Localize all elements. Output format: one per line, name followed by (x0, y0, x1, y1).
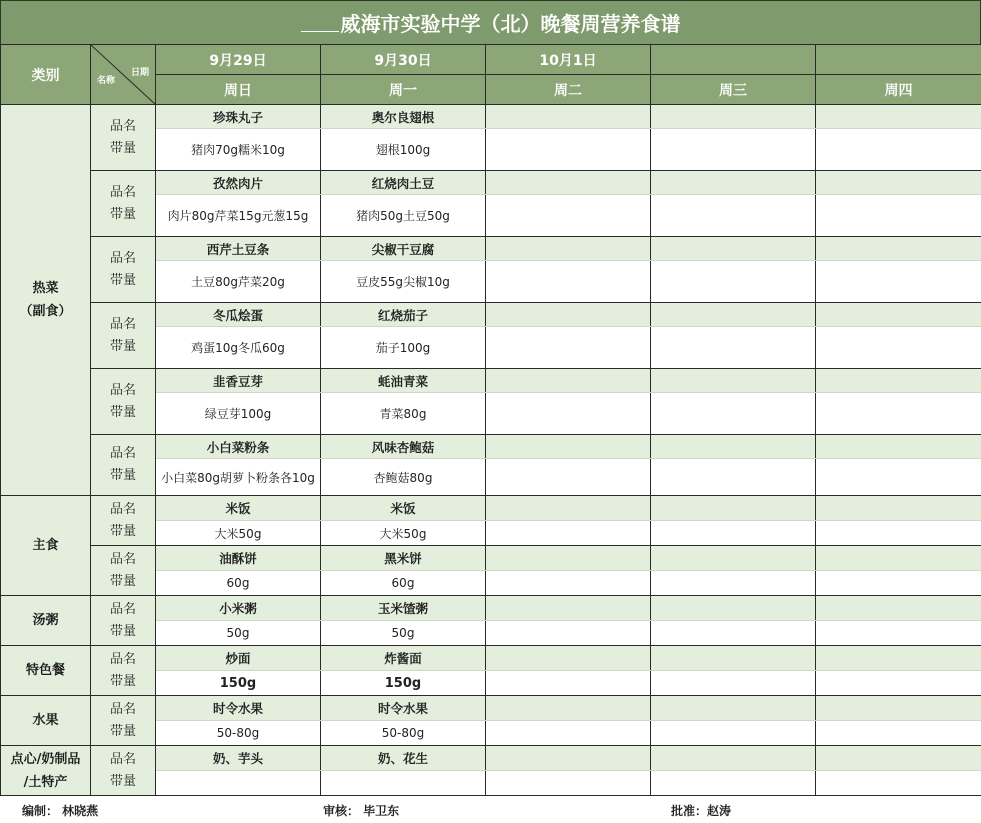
title-underline (301, 13, 339, 32)
category-special: 特色餐 (1, 646, 91, 696)
amount-label: 带量 (109, 468, 136, 483)
dish-amount (651, 621, 816, 646)
dish-name: 奶、花生 (321, 746, 486, 771)
title-text: 威海市实验中学（北）晚餐周营养食谱 (340, 12, 681, 36)
weekday-header: 周三 (651, 75, 816, 105)
dish-amount: 杏鲍菇80g (321, 459, 486, 496)
dish-amount (651, 261, 816, 303)
dish-name: 油酥饼 (156, 546, 321, 571)
amount-label: 带量 (109, 623, 136, 639)
dish-name (816, 496, 981, 521)
dish-amount: 50g (321, 621, 486, 646)
dish-amount (816, 621, 981, 646)
dish-name (816, 646, 981, 671)
name-label: 品名 (109, 651, 136, 667)
name-label: 品名 (109, 316, 136, 332)
dish-name: 红烧肉土豆 (321, 171, 486, 195)
dish-name (486, 105, 651, 129)
dish-amount (651, 129, 816, 171)
dish-name (651, 171, 816, 195)
dish-name (651, 546, 816, 571)
table-row (1, 696, 981, 721)
dish-name (816, 546, 981, 571)
dish-name (816, 369, 981, 393)
dish-name (816, 435, 981, 459)
dish-amount: 大米50g (156, 521, 321, 546)
name-amount-label (91, 303, 156, 369)
table-row (1, 596, 981, 621)
dish-amount: 50g (156, 621, 321, 646)
dish-name: 蚝油青菜 (321, 369, 486, 393)
dish-amount: 150g (321, 671, 486, 696)
dish-amount (651, 771, 816, 796)
dish-amount (651, 327, 816, 369)
dish-amount (486, 261, 651, 303)
name-amount-label (91, 696, 156, 746)
dish-name (486, 435, 651, 459)
table-row (1, 435, 981, 459)
dish-name (486, 496, 651, 521)
category-fruit: 水果 (1, 696, 91, 746)
dish-name (651, 435, 816, 459)
table-row (1, 171, 981, 195)
dish-name (651, 303, 816, 327)
dish-amount (486, 671, 651, 696)
dish-amount (486, 129, 651, 171)
dish-amount (651, 393, 816, 435)
dish-amount (816, 771, 981, 796)
dish-name: 冬瓜烩蛋 (156, 303, 321, 327)
date-header: 9月29日 (156, 45, 321, 75)
date-header: 10月1日 (486, 45, 651, 75)
dish-name: 时令水果 (156, 696, 321, 721)
date-header: 9月30日 (321, 45, 486, 75)
diag-name-label: 名称 (97, 76, 116, 86)
approver-text: 批准：赵涛 (671, 804, 732, 818)
dish-amount (816, 129, 981, 171)
table-row (1, 746, 981, 771)
dish-name (651, 237, 816, 261)
dish-name (651, 646, 816, 671)
dish-name (816, 696, 981, 721)
dish-amount (486, 459, 651, 496)
dish-amount (156, 771, 321, 796)
name-label: 品名 (109, 118, 136, 134)
name-label: 品名 (109, 701, 136, 717)
dish-name (651, 105, 816, 129)
dish-amount: 肉片80g芹菜15g元葱15g (156, 195, 321, 237)
dish-amount (486, 327, 651, 369)
name-amount-label (91, 435, 156, 496)
amount-label: 带量 (109, 404, 136, 420)
dish-amount (816, 261, 981, 303)
table-row (1, 105, 981, 129)
dish-name (816, 596, 981, 621)
dish-amount: 土豆80g芹菜20g (156, 261, 321, 303)
category-soup: 汤粥 (1, 596, 91, 646)
weekday-header: 周一 (321, 75, 486, 105)
dish-name (651, 496, 816, 521)
dish-name: 玉米馇粥 (321, 596, 486, 621)
dish-amount: 鸡蛋10g冬瓜60g (156, 327, 321, 369)
dish-amount: 150g (156, 671, 321, 696)
dish-name (486, 171, 651, 195)
dish-amount (321, 771, 486, 796)
dish-name (486, 696, 651, 721)
name-label: 品名 (109, 184, 136, 200)
dish-name (651, 369, 816, 393)
name-label: 品名 (109, 382, 136, 398)
table-row (1, 646, 981, 671)
dish-name: 红烧茄子 (321, 303, 486, 327)
category-snack: 点心/奶制品 /土特产 (1, 746, 91, 796)
dish-name: 尖椒干豆腐 (321, 237, 486, 261)
menu-table (0, 44, 981, 796)
dish-name (816, 171, 981, 195)
date-header (816, 45, 981, 75)
amount-label: 带量 (109, 272, 136, 288)
dish-name: 米饭 (321, 496, 486, 521)
table-row (1, 546, 981, 571)
name-amount-label (91, 369, 156, 435)
dish-name (816, 105, 981, 129)
dish-amount: 60g (321, 571, 486, 596)
amount-label: 带量 (109, 206, 136, 222)
dish-amount (651, 195, 816, 237)
dish-name: 奥尔良翅根 (321, 105, 486, 129)
dish-name (816, 746, 981, 771)
dish-name (651, 696, 816, 721)
table-row (1, 237, 981, 261)
dish-name: 米饭 (156, 496, 321, 521)
name-label: 品名 (109, 501, 136, 517)
dish-amount: 茄子100g (321, 327, 486, 369)
name-date-diagonal-header (91, 45, 156, 105)
dish-name (486, 746, 651, 771)
date-header (651, 45, 816, 75)
dish-name: 炒面 (156, 646, 321, 671)
dish-name: 时令水果 (321, 696, 486, 721)
dish-amount (486, 621, 651, 646)
footer (0, 797, 981, 823)
dish-name: 小米粥 (156, 596, 321, 621)
dish-amount: 青菜80g (321, 393, 486, 435)
weekday-header: 周二 (486, 75, 651, 105)
dish-amount (816, 327, 981, 369)
name-amount-label (91, 496, 156, 546)
table-row (1, 369, 981, 393)
dish-amount (816, 521, 981, 546)
dish-amount: 猪肉70g糯米10g (156, 129, 321, 171)
dish-amount (816, 671, 981, 696)
name-label: 品名 (109, 551, 136, 567)
dish-amount (486, 393, 651, 435)
dish-amount (486, 521, 651, 546)
category-hot-dish: 热菜 （副食） (1, 105, 91, 496)
name-amount-label (91, 646, 156, 696)
dish-amount (651, 571, 816, 596)
name-amount-label (91, 746, 156, 796)
name-label: 品名 (109, 601, 136, 617)
category-staple: 主食 (1, 496, 91, 596)
dish-name: 珍珠丸子 (156, 105, 321, 129)
reviewer-text: 审核： 毕卫东 (323, 804, 400, 818)
dish-amount: 猪肉50g土豆50g (321, 195, 486, 237)
name-amount-label (91, 237, 156, 303)
dish-name: 奶、芋头 (156, 746, 321, 771)
table-row (1, 303, 981, 327)
amount-label: 带量 (109, 523, 136, 539)
page-title (0, 0, 981, 44)
dish-name (486, 546, 651, 571)
dish-amount (486, 771, 651, 796)
name-amount-label (91, 171, 156, 237)
dish-name (486, 303, 651, 327)
name-amount-label (91, 105, 156, 171)
amount-label: 带量 (109, 773, 136, 789)
editor-text: 编制： 林晓燕 (22, 804, 99, 818)
dish-name: 小白菜粉条 (156, 435, 321, 459)
dish-name: 西芹土豆条 (156, 237, 321, 261)
dish-amount (816, 195, 981, 237)
dish-amount: 60g (156, 571, 321, 596)
dish-amount: 大米50g (321, 521, 486, 546)
dish-amount (816, 721, 981, 746)
dish-name (651, 596, 816, 621)
dish-amount (651, 671, 816, 696)
dish-amount: 绿豆芽100g (156, 393, 321, 435)
diag-date-label: 日期 (130, 68, 149, 78)
dish-amount (651, 459, 816, 496)
dish-amount (651, 521, 816, 546)
dish-amount: 50-80g (321, 721, 486, 746)
dish-amount: 豆皮55g尖椒10g (321, 261, 486, 303)
dish-amount: 翅根100g (321, 129, 486, 171)
dish-name: 风味杏鲍菇 (321, 435, 486, 459)
category-header: 类别 (1, 45, 91, 105)
weekday-header: 周四 (816, 75, 981, 105)
dish-name (816, 303, 981, 327)
dish-name (486, 237, 651, 261)
dish-name: 孜然肉片 (156, 171, 321, 195)
dish-amount (651, 721, 816, 746)
dish-name (486, 369, 651, 393)
dish-name (816, 237, 981, 261)
weekday-header: 周日 (156, 75, 321, 105)
amount-label: 带量 (109, 573, 136, 589)
dish-amount (486, 195, 651, 237)
dish-amount (816, 393, 981, 435)
name-amount-label (91, 596, 156, 646)
dish-name (486, 596, 651, 621)
table-row (1, 496, 981, 521)
dish-name: 黑米饼 (321, 546, 486, 571)
dish-name (651, 746, 816, 771)
dish-name: 韭香豆芽 (156, 369, 321, 393)
dish-amount (486, 571, 651, 596)
dish-amount (816, 571, 981, 596)
dish-amount: 小白菜80g胡萝卜粉条各10g (156, 459, 321, 496)
name-amount-label (91, 546, 156, 596)
amount-label: 带量 (109, 140, 136, 156)
dish-amount (486, 721, 651, 746)
dish-name (486, 646, 651, 671)
name-label: 品名 (109, 751, 136, 767)
dish-amount: 50-80g (156, 721, 321, 746)
name-label: 品名 (109, 446, 136, 461)
amount-label: 带量 (109, 723, 136, 739)
amount-label: 带量 (109, 673, 136, 689)
dish-name: 炸酱面 (321, 646, 486, 671)
name-label: 品名 (109, 250, 136, 266)
amount-label: 带量 (109, 338, 136, 354)
dish-amount (816, 459, 981, 496)
